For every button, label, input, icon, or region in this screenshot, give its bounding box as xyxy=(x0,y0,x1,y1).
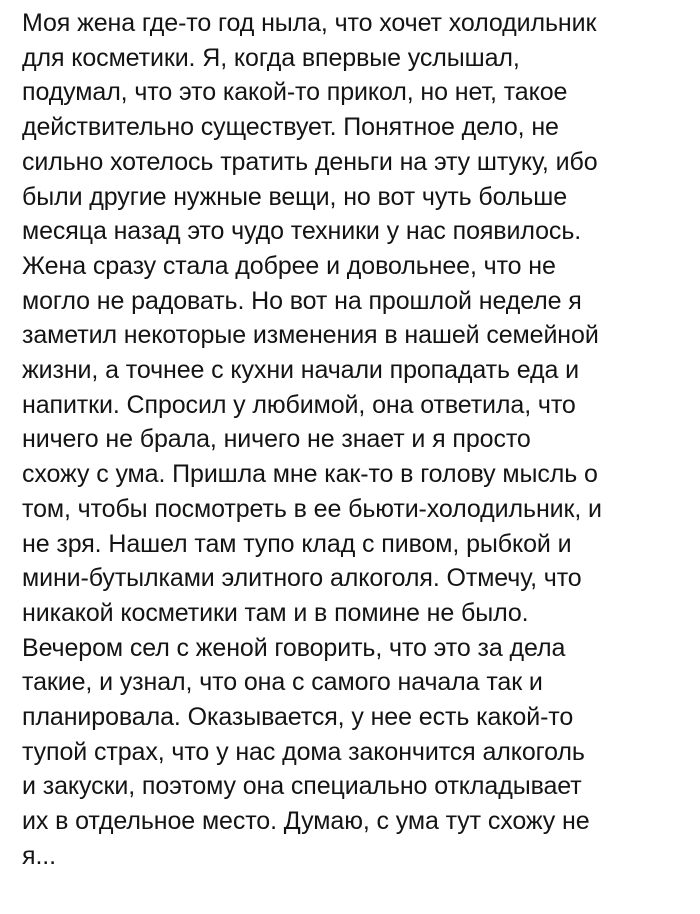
post-text-line: подумал, что это какой-то прикол, но нет, такое xyxy=(22,78,568,107)
post-text-line: том, чтобы посмотреть в ее бьюти-холодильник, и xyxy=(22,494,602,523)
post-text-line: я... xyxy=(22,841,56,870)
post-text-line: не зря. Нашел там тупо клад с пивом, рыбкой и xyxy=(22,529,572,558)
post-text-line: такие, и узнал, что она с самого начала так и xyxy=(22,668,543,697)
post-text-line: Жена сразу стала добрее и довольнее, что не xyxy=(22,251,556,280)
post-text-line: схожу с ума. Пришла мне как-то в голову мысль о xyxy=(22,460,598,489)
post-text-line: напитки. Спросил у любимой, она ответила, что xyxy=(22,390,576,419)
post-text-line: для косметики. Я, когда впервые услышал, xyxy=(22,43,520,72)
post-text-line: тупой страх, что у нас дома закончится алкоголь xyxy=(22,737,585,766)
post-text-line: сильно хотелось тратить деньги на эту штуку, ибо xyxy=(22,147,598,176)
post-text-line: были другие нужные вещи, но вот чуть больше xyxy=(22,182,567,211)
post-text xyxy=(22,6,692,874)
post-text-line: могло не радовать. Но вот на прошлой неделе я xyxy=(22,286,582,315)
post-text-line: заметил некоторые изменения в нашей семейной xyxy=(22,321,599,350)
post-text-line: жизни, а точнее с кухни начали пропадать еда и xyxy=(22,356,580,385)
post-text-line: ничего не брала, ничего не знает и я просто xyxy=(22,425,531,454)
post-text-line: никакой косметики там и в помине не было. xyxy=(22,598,529,627)
post-text-line: и закуски, поэтому она специально откладывает xyxy=(22,772,582,801)
post-text-line: Вечером сел с женой говорить, что это за дела xyxy=(22,633,566,662)
post-text-line: действительно существует. Понятное дело, не xyxy=(22,113,559,142)
post-text-line: мини-бутылками элитного алкоголя. Отмечу, что xyxy=(22,564,582,593)
post-text-line: Моя жена где-то год ныла, что хочет холодильник xyxy=(22,9,597,37)
post-text-line: их в отдельное место. Думаю, с ума тут схожу не xyxy=(22,807,590,836)
post-text-line: планировала. Оказывается, у нее есть какой-то xyxy=(22,703,574,732)
post-text-line: месяца назад это чудо техники у нас появилось. xyxy=(22,217,582,246)
